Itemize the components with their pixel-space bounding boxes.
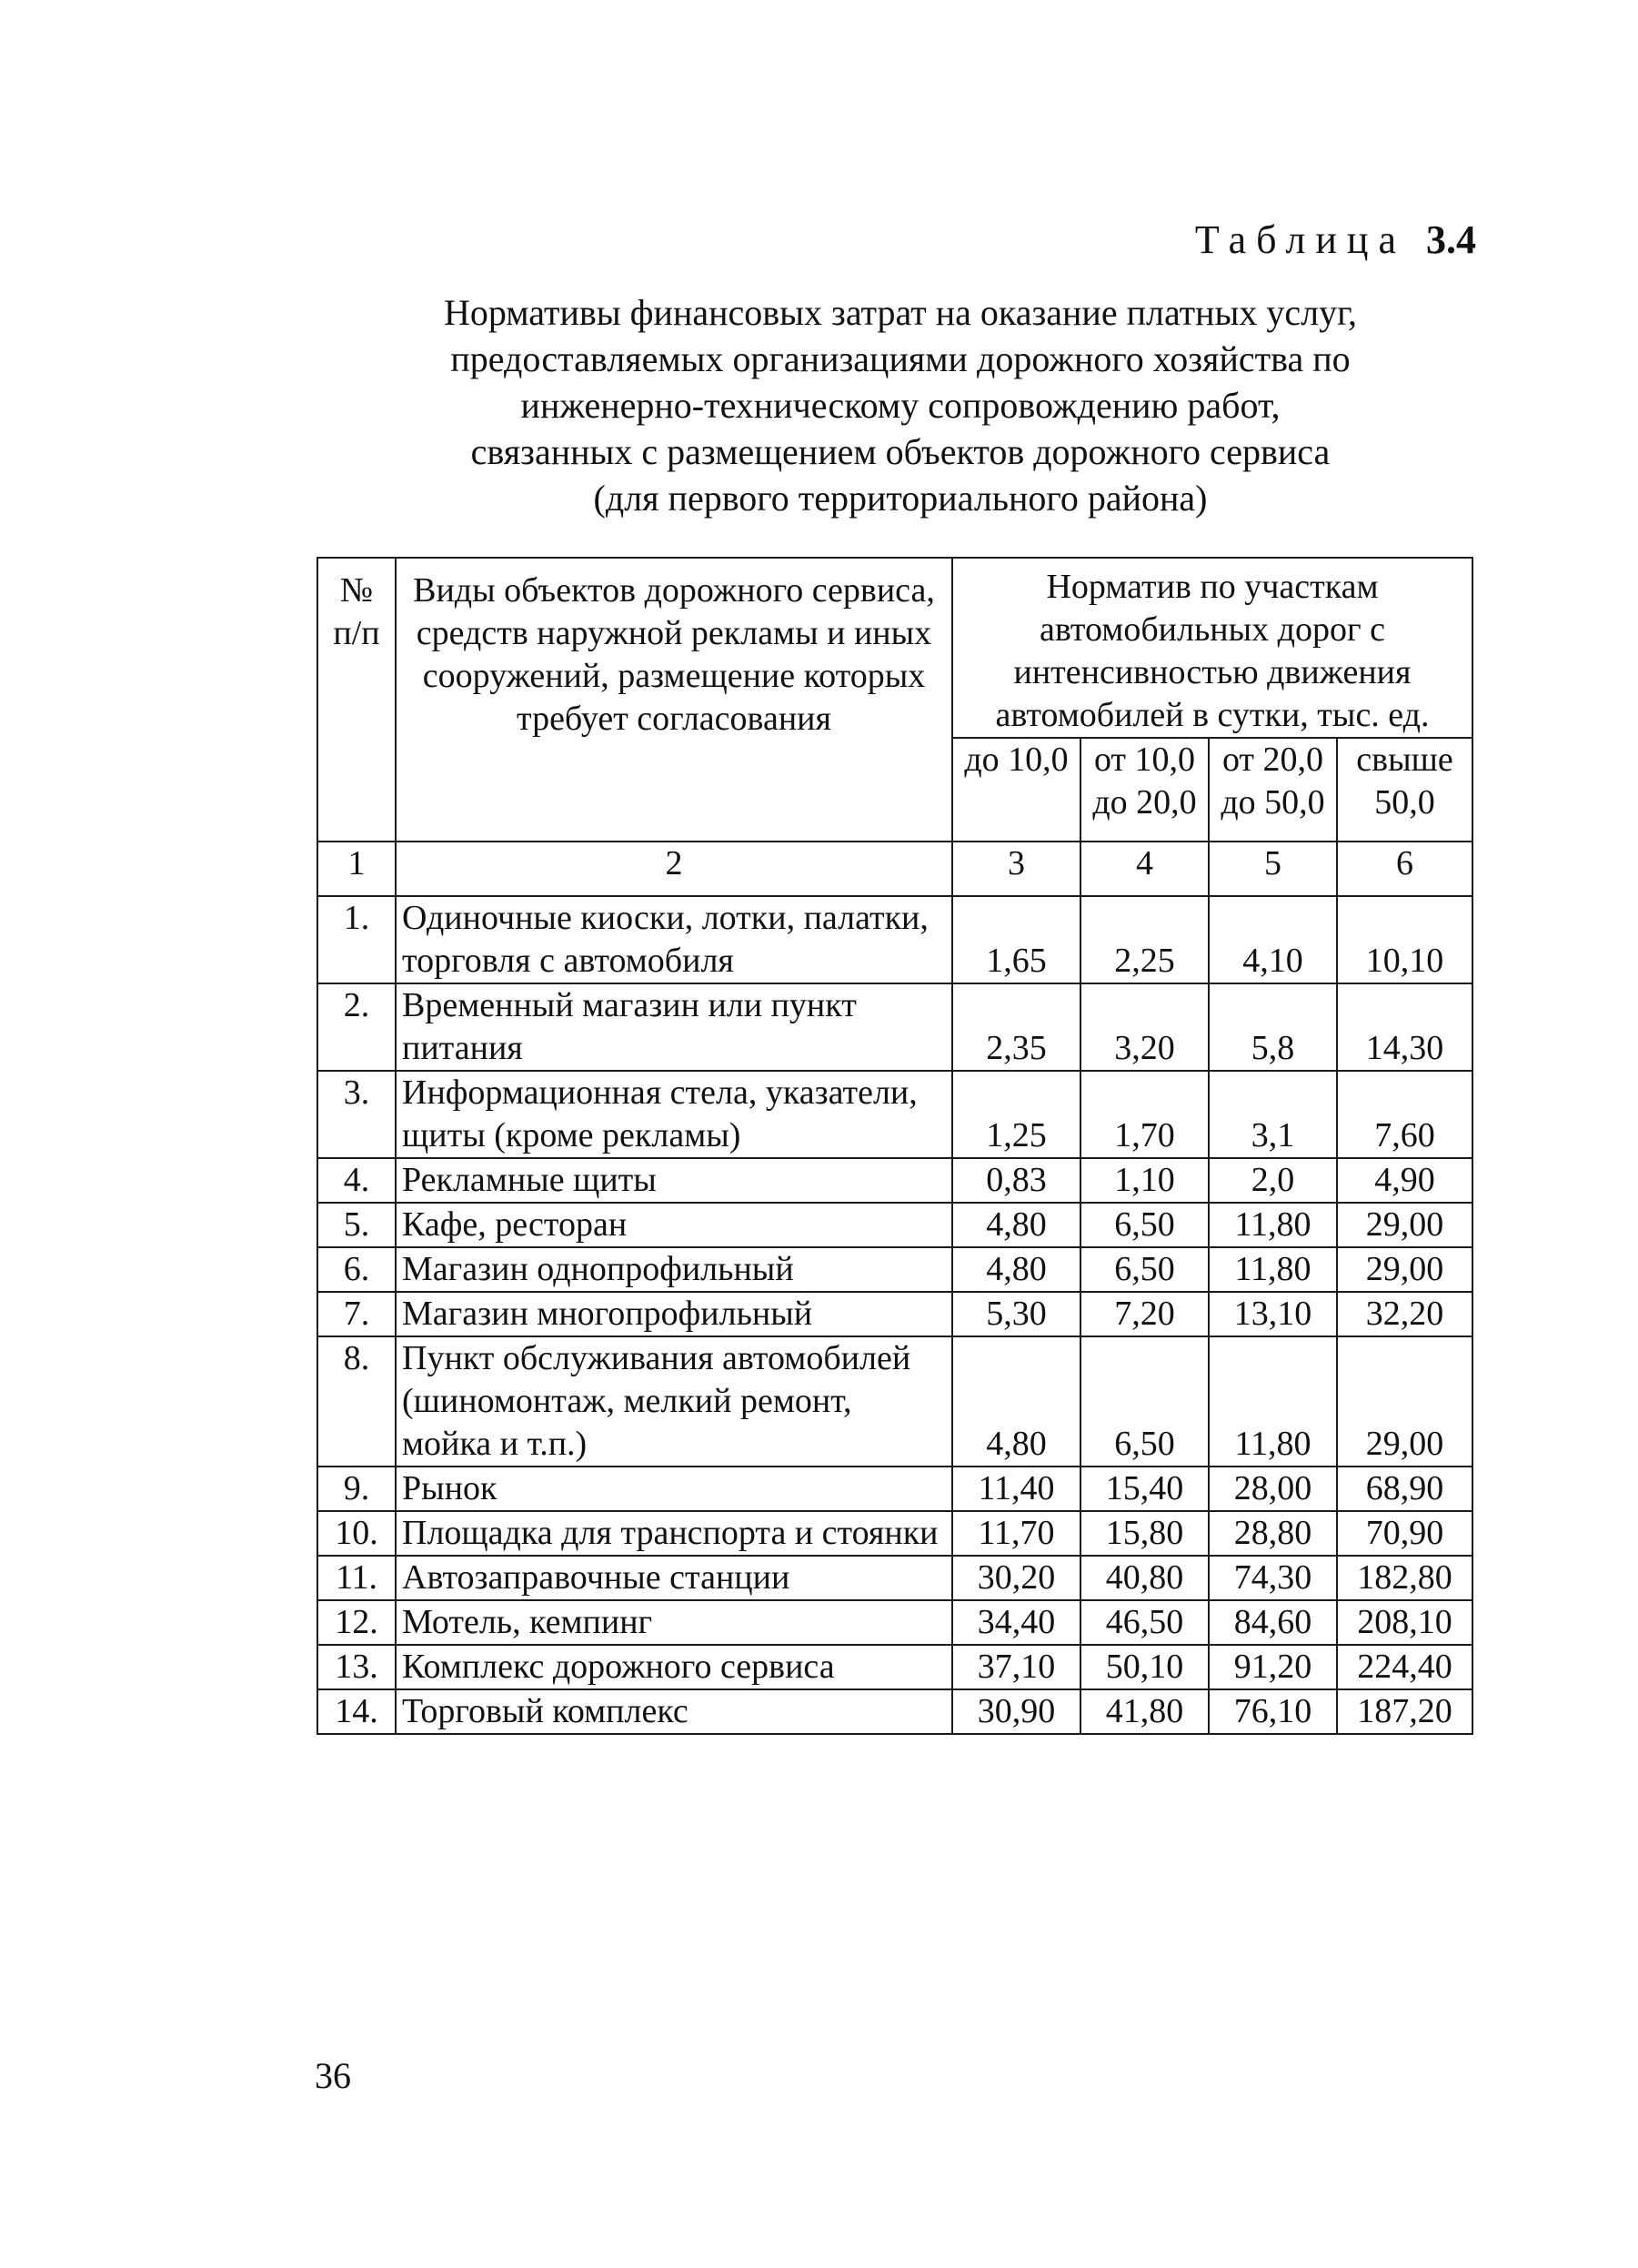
- table-row: [317, 1292, 1472, 1336]
- norm-value: 4,80: [952, 1247, 1080, 1292]
- norm-value: 68,90: [1337, 1467, 1472, 1511]
- column-index: 4: [1080, 842, 1209, 896]
- norm-value: 74,30: [1209, 1556, 1337, 1600]
- norm-value: 10,10: [1337, 896, 1472, 983]
- norm-value: 30,90: [952, 1689, 1080, 1734]
- table-row: [317, 896, 1472, 983]
- norm-value: 29,00: [1337, 1336, 1472, 1467]
- header-num-col: № п/п: [317, 558, 396, 842]
- object-type: Торговый комплекс: [396, 1689, 952, 1734]
- norm-value: 28,00: [1209, 1467, 1337, 1511]
- norm-value: 29,00: [1337, 1247, 1472, 1292]
- norm-value: 7,60: [1337, 1071, 1472, 1158]
- norm-value: 2,25: [1080, 896, 1209, 983]
- norm-value: 32,20: [1337, 1292, 1472, 1336]
- table-row: [317, 1203, 1472, 1247]
- norm-value: 4,10: [1209, 896, 1337, 983]
- header-sub-col: от 20,0 до 50,0: [1209, 738, 1337, 842]
- object-type: Рынок: [396, 1467, 952, 1511]
- column-index: 5: [1209, 842, 1337, 896]
- row-number: 4.: [317, 1158, 396, 1203]
- caption-line: Нормативы финансовых затрат на оказание платных услуг,: [443, 292, 1358, 333]
- norm-value: 34,40: [952, 1600, 1080, 1645]
- norm-value: 30,20: [952, 1556, 1080, 1600]
- norm-value: 70,90: [1337, 1511, 1472, 1556]
- row-number: 13.: [317, 1645, 396, 1689]
- row-number: 1.: [317, 896, 396, 983]
- header-sub-col: свыше 50,0: [1337, 738, 1472, 842]
- norm-value: 187,20: [1337, 1689, 1472, 1734]
- norm-value: 40,80: [1080, 1556, 1209, 1600]
- norm-value: 6,50: [1080, 1203, 1209, 1247]
- row-number: 12.: [317, 1600, 396, 1645]
- norm-value: 91,20: [1209, 1645, 1337, 1689]
- norm-value: 224,40: [1337, 1645, 1472, 1689]
- table-row: [317, 1600, 1472, 1645]
- caption-line: связанных с размещением объектов дорожного сервиса: [470, 431, 1331, 472]
- norm-value: 37,10: [952, 1645, 1080, 1689]
- table-row: [317, 1158, 1472, 1203]
- norm-value: 1,65: [952, 896, 1080, 983]
- row-number: 14.: [317, 1689, 396, 1734]
- norm-value: 2,35: [952, 983, 1080, 1071]
- norm-value: 4,90: [1337, 1158, 1472, 1203]
- column-index-row: [317, 842, 1472, 896]
- column-index: 3: [952, 842, 1080, 896]
- page-number: 36: [315, 2055, 351, 2096]
- norm-value: 50,10: [1080, 1645, 1209, 1689]
- table-label: [1195, 217, 1476, 263]
- norm-value: 14,30: [1337, 983, 1472, 1071]
- row-number: 5.: [317, 1203, 396, 1247]
- table-row: [317, 1689, 1472, 1734]
- norm-value: 11,40: [952, 1467, 1080, 1511]
- norm-value: 46,50: [1080, 1600, 1209, 1645]
- norm-value: 11,80: [1209, 1203, 1337, 1247]
- header-sub-col: до 10,0: [952, 738, 1080, 842]
- object-type: Магазин однопрофильный: [396, 1247, 952, 1292]
- row-number: 6.: [317, 1247, 396, 1292]
- row-number: 7.: [317, 1292, 396, 1336]
- norm-value: 5,8: [1209, 983, 1337, 1071]
- object-type: Магазин многопрофильный: [396, 1292, 952, 1336]
- table-body: [317, 896, 1472, 1734]
- norm-value: 28,80: [1209, 1511, 1337, 1556]
- norm-value: 1,10: [1080, 1158, 1209, 1203]
- object-type: Пункт обслуживания автомобилей (шиномонтаж, мелкий ремонт, мойка и т.п.): [396, 1336, 952, 1467]
- norm-value: 3,1: [1209, 1071, 1337, 1158]
- object-type: Временный магазин или пункт питания: [396, 983, 952, 1071]
- norm-value: 15,80: [1080, 1511, 1209, 1556]
- table-row: [317, 1467, 1472, 1511]
- caption-line: предоставляемых организациями дорожного хозяйства по: [450, 338, 1351, 379]
- column-index: 6: [1337, 842, 1472, 896]
- table-row: [317, 1511, 1472, 1556]
- column-index: 2: [396, 842, 952, 896]
- table-label-word: Таблица: [1194, 217, 1406, 262]
- norm-value: 4,80: [952, 1203, 1080, 1247]
- row-number: 10.: [317, 1511, 396, 1556]
- row-number: 2.: [317, 983, 396, 1071]
- table-row: [317, 1071, 1472, 1158]
- norm-value: 2,0: [1209, 1158, 1337, 1203]
- norm-value: 29,00: [1337, 1203, 1472, 1247]
- object-type: Кафе, ресторан: [396, 1203, 952, 1247]
- caption-line: инженерно-техническому сопровождению работ,: [520, 385, 1281, 426]
- table-caption: [318, 289, 1482, 521]
- object-type: Площадка для транспорта и стоянки: [396, 1511, 952, 1556]
- norm-value: 84,60: [1209, 1600, 1337, 1645]
- row-number: 11.: [317, 1556, 396, 1600]
- object-type: Мотель, кемпинг: [396, 1600, 952, 1645]
- norm-value: 0,83: [952, 1158, 1080, 1203]
- row-number: 9.: [317, 1467, 396, 1511]
- object-type: Автозаправочные станции: [396, 1556, 952, 1600]
- table-label-number: 3.4: [1426, 217, 1476, 262]
- table-row: [317, 983, 1472, 1071]
- header-row: [317, 558, 1472, 738]
- norm-value: 1,25: [952, 1071, 1080, 1158]
- norm-value: 76,10: [1209, 1689, 1337, 1734]
- table-row: [317, 1645, 1472, 1689]
- norm-value: 13,10: [1209, 1292, 1337, 1336]
- norm-value: 11,80: [1209, 1336, 1337, 1467]
- norm-value: 182,80: [1337, 1556, 1472, 1600]
- norm-value: 5,30: [952, 1292, 1080, 1336]
- header-sub-col: от 10,0 до 20,0: [1080, 738, 1209, 842]
- norms-table: [317, 557, 1473, 1735]
- norm-value: 7,20: [1080, 1292, 1209, 1336]
- object-type: Одиночные киоски, лотки, палатки, торговля с автомобиля: [396, 896, 952, 983]
- table-row: [317, 1336, 1472, 1467]
- norm-value: 4,80: [952, 1336, 1080, 1467]
- caption-line: (для первого территориального района): [593, 478, 1208, 519]
- column-index: 1: [317, 842, 396, 896]
- row-number: 8.: [317, 1336, 396, 1467]
- object-type: Комплекс дорожного сервиса: [396, 1645, 952, 1689]
- norm-value: 11,80: [1209, 1247, 1337, 1292]
- object-type: Рекламные щиты: [396, 1158, 952, 1203]
- table-row: [317, 1247, 1472, 1292]
- norm-value: 1,70: [1080, 1071, 1209, 1158]
- norm-value: 15,40: [1080, 1467, 1209, 1511]
- norm-value: 208,10: [1337, 1600, 1472, 1645]
- object-type: Информационная стела, указатели, щиты (кроме рекламы): [396, 1071, 952, 1158]
- row-number: 3.: [317, 1071, 396, 1158]
- norm-value: 6,50: [1080, 1336, 1209, 1467]
- norm-value: 6,50: [1080, 1247, 1209, 1292]
- header-name-col: Виды объектов дорожного сервиса, средств наружной рекламы и иных сооружений, размещение которых требует согласования: [396, 558, 952, 842]
- norm-value: 3,20: [1080, 983, 1209, 1071]
- norm-value: 11,70: [952, 1511, 1080, 1556]
- header-norm-group: Норматив по участкам автомобильных дорог с интенсивностью движения автомобилей в сутки, тыс. ед.: [952, 558, 1472, 738]
- table-row: [317, 1556, 1472, 1600]
- norm-value: 41,80: [1080, 1689, 1209, 1734]
